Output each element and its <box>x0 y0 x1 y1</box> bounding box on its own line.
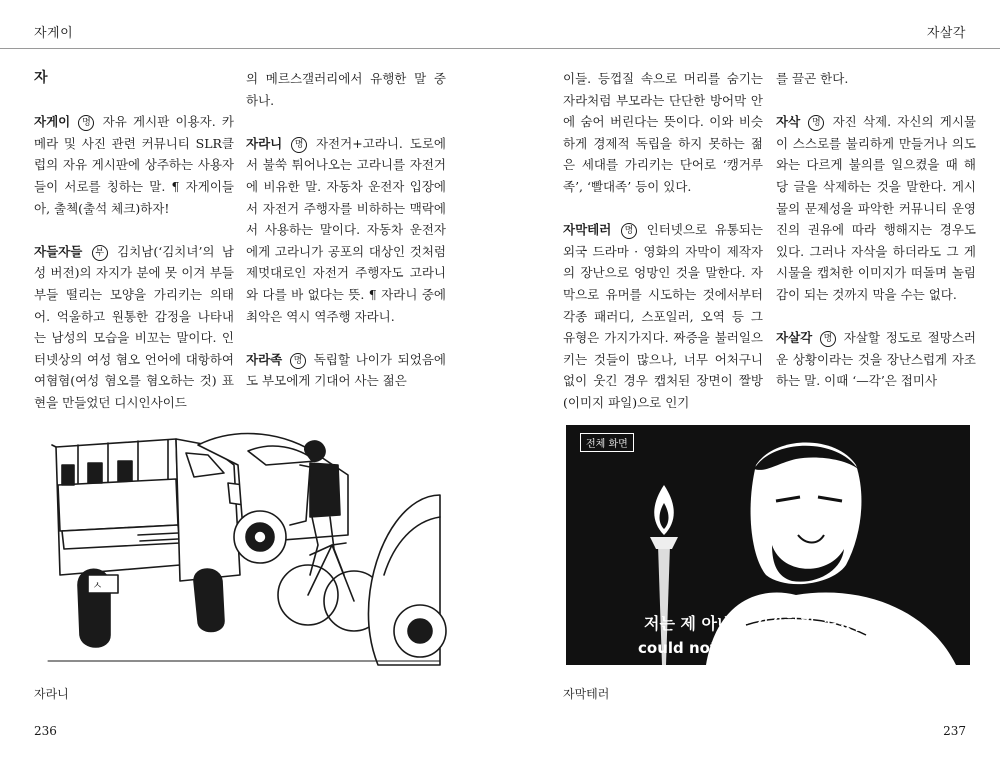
headword: 자라족 <box>246 351 283 367</box>
fullscreen-tag: 전체 화면 <box>580 433 634 452</box>
entry-jadeuljadeul <box>34 241 234 414</box>
illustration-subtitle-screen <box>566 425 970 665</box>
part-of-speech-badge: 명 <box>291 137 307 153</box>
headword: 자라니 <box>246 135 283 151</box>
part-of-speech-badge: 명 <box>621 223 637 239</box>
text-column-1 <box>34 68 234 410</box>
entry-jasalgak <box>776 327 976 392</box>
text-column-3 <box>563 68 763 410</box>
headword: 자삭 <box>776 114 801 130</box>
entry-jarani <box>246 133 446 327</box>
definition: 독립할 나이가 되었음에도 부모에게 기대어 사는 젊은 <box>246 351 446 389</box>
part-of-speech-badge: 명 <box>820 331 836 347</box>
page-number-left: 236 <box>34 724 57 738</box>
entry-continuation: 이들. 등껍질 속으로 머리를 숨기는 자라처럼 부모라는 단단한 방어막 안에 숨어 버린다는 뜻이다. 이와 비슷하게 경제적 독립을 하지 못하는 젊은 세대를 가리키는 단어로 ‘캥거루족’, ‘빨대족’ 등이 있다. <box>563 71 763 194</box>
header-rule <box>0 48 1000 49</box>
caption-left: 자라니 <box>34 687 69 701</box>
entry-continuation: 의 메르스갤러리에서 유행한 말 중 하나. <box>246 71 446 108</box>
running-head-left: 자게이 <box>34 26 74 41</box>
definition: 김치남(‘김치녀’의 남성 버전)의 자지가 분에 못 이겨 부들부들 떨리는 모양을 가리키는 의태어. 억울하고 원통한 감정을 나타내는 남성의 모습을 비꼬는 말이다. 인터넷상의 여성 혐오 언어에 대항하여 여혐혐(여성 혐오를 혐오하는 것) 표현을 만들었던 디시인사이드 <box>34 243 234 410</box>
definition: 자전거+고라니. 도로에서 불쑥 튀어나오는 고라니를 자전거에 비유한 말. 자동차 운전자 입장에서 자전거 주행자를 비하하는 맥락에서 사용하는 말이다. 자동차 운전자에게 고라니가 공포의 대상인 것처럼 제멋대로인 자전거 주행자도 고라니와 다를 바 없다는 뜻. ¶ 자라니 중에 최악은 역시 역주행 자라니. <box>246 135 446 324</box>
definition: 자유 게시판 이용자. 카메라 및 사진 관련 커뮤니티 SLR클럽의 자유 게시판에 상주하는 사용자들이 서로를 칭하는 말. ¶ 자게이들아, 출첵(출석 체크)하자! <box>34 114 234 216</box>
entry-jagei <box>34 111 234 219</box>
subtitle-korean: 저는 제 아내를 저장하지 못했습니다! <box>644 614 906 633</box>
definition: 자진 삭제. 자신의 게시물이 스스로를 불리하게 만들거나 의도와는 다르게 불의를 일으켰을 때 해당 글을 삭제하는 것을 말한다. 게시물의 문제성을 파악한 커뮤니티 운영진의 권유에 따라 행해지는 경우도 있다. 그러나 자삭을 하더라도 그 게시물을 캡처한 이미지가 떠돌며 놀림감이 되는 것까지 막을 수는 없다. <box>776 114 976 302</box>
running-head-right: 자살각 <box>926 26 966 41</box>
svg-text:ㅅ: ㅅ <box>92 579 103 592</box>
part-of-speech-badge: 명 <box>78 115 94 131</box>
headword: 자살각 <box>776 330 813 346</box>
subtitle-english: could not save my wife. <box>638 639 839 657</box>
part-of-speech-badge: 명 <box>290 353 306 369</box>
part-of-speech-badge: 부 <box>92 245 108 261</box>
text-column-2 <box>246 68 446 389</box>
entry-jamakterror <box>563 219 763 413</box>
definition: 자살할 정도로 절망스러운 상황이라는 것을 장난스럽게 자조하는 말. 이때 ‘—각’은 접미사 <box>776 330 976 389</box>
entry-jasak <box>776 111 976 305</box>
headword: 자막테러 <box>563 222 612 238</box>
definition: 인터넷으로 유통되는 외국 드라마 · 영화의 자막이 제작자의 장난으로 엉망인 것을 말한다. 자막으로 유머를 시도하는 것에서부터 각종 패러디, 스포일러, 오역 등 그 유형은 가지가지다. 짜증을 불러일으키는 것들이 많으나, 너무 어처구니없이 웃긴 경우 캡처된 장면이 짤방(이미지 파일)으로 인기 <box>563 222 763 410</box>
illustration-cyclist-traffic <box>48 425 440 665</box>
caption-right: 자막테러 <box>563 687 610 701</box>
page-number-right: 237 <box>943 724 966 738</box>
headword: 자들자들 <box>34 243 83 259</box>
section-letter: 자 <box>34 70 48 86</box>
text-column-4 <box>776 68 976 389</box>
entry-continuation: 를 끌곤 한다. <box>776 71 849 86</box>
entry-jarajok <box>246 349 446 392</box>
headword: 자게이 <box>34 114 71 130</box>
part-of-speech-badge: 명 <box>808 115 824 131</box>
